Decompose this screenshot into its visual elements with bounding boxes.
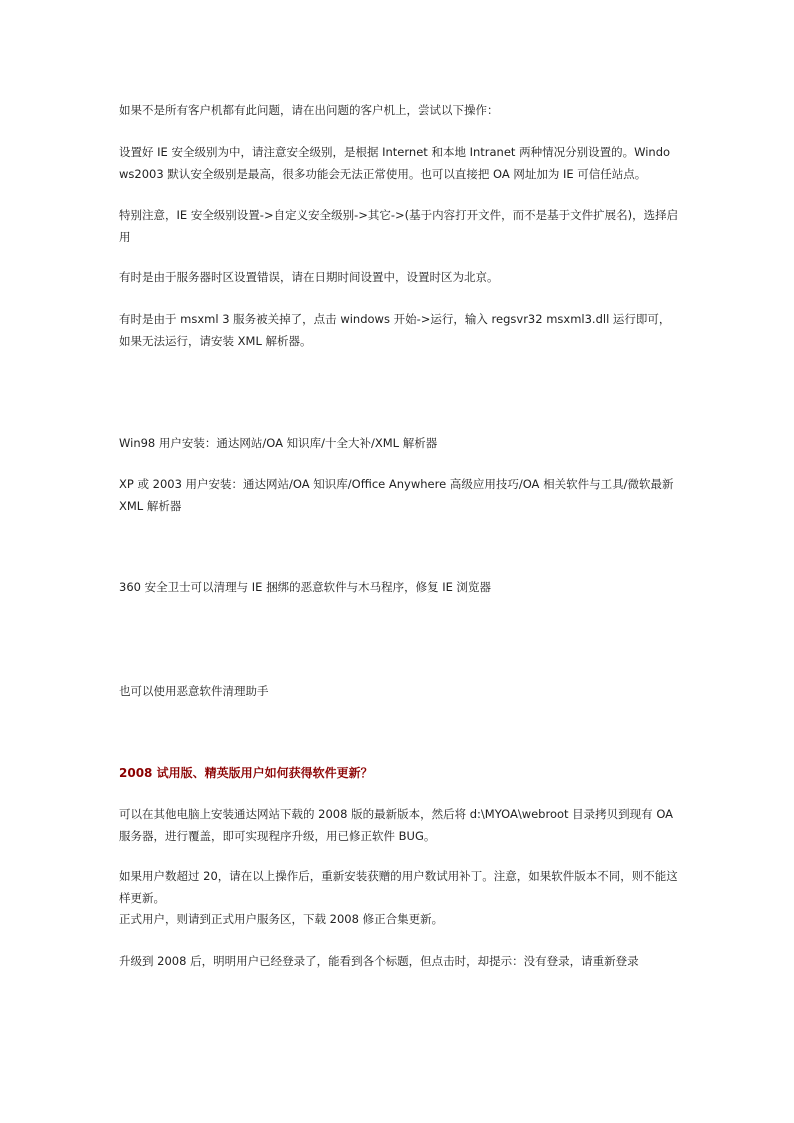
paragraph-upgrade: 可以在其他电脑上安装通达网站下载的 2008 版的最新版本，然后将 d:\MYOA\webroot 目录拷贝到现有 OA 服务器，进行覆盖，即可实现程序升级，用已修正软件 BUG。 [119,807,674,843]
paragraph-msxml: 有时是由于 msxml 3 服务被关掉了，点击 windows 开始->运行，输入 regsvr32 msxml3.dll 运行即可，如果无法运行，请安装 XML 解析器。 [119,312,671,348]
paragraph-user-count: 如果用户数超过 20，请在以上操作后，重新安装获赠的用户数试用补丁。注意，如果软件版本不同，则不能这样更新。 [119,869,678,905]
paragraph-xp-2003: XP 或 2003 用户安装：通达网站/OA 知识库/Office Anywhere 高级应用技巧/OA 相关软件与工具/微软最新 XML 解析器 [119,477,674,513]
paragraph-special-note: 特别注意，IE 安全级别设置->自定义安全级别->其它->(基于内容打开文件，而不是基于文件扩展名)，选择启用 [119,208,679,244]
section-heading: 2008 试用版、精英版用户如何获得软件更新？ [119,766,373,780]
paragraph-timezone: 有时是由于服务器时区设置错误，请在日期时间设置中，设置时区为北京。 [119,270,499,284]
paragraph-cleanup-helper: 也可以使用恶意软件清理助手 [119,684,269,698]
paragraph-intro: 如果不是所有客户机都有此问题，请在出问题的客户机上，尝试以下操作： [119,103,499,117]
paragraph-360: 360 安全卫士可以清理与 IE 捆绑的恶意软件与木马程序，修复 IE 浏览器 [119,580,492,594]
paragraph-official-users: 正式用户，则请到正式用户服务区，下载 2008 修正合集更新。 [119,912,444,926]
paragraph-ie-security: 设置好 IE 安全级别为中，请注意安全级别，是根据 Internet 和本地 Intranet 两种情况分别设置的。Windows2003 默认安全级别是最高，很多功能会无法正常使用。也可以直接把 OA 网址加为 IE 可信任站点。 [119,145,671,181]
paragraph-win98: Win98 用户安装：通达网站/OA 知识库/十全大补/XML 解析器 [119,436,438,450]
paragraph-login-issue: 升级到 2008 后，明明用户已经登录了，能看到各个标题，但点击时，却提示：没有登录，请重新登录 [119,954,639,968]
